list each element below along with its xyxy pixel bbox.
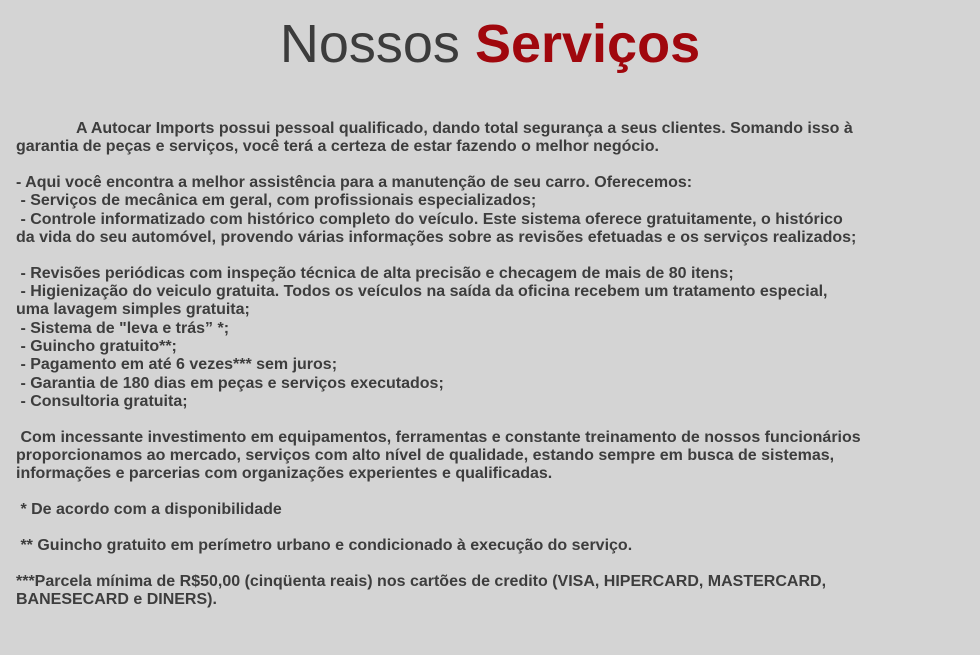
page-title <box>0 10 980 78</box>
footnote-line: ***Parcela mínima de R$50,00 (cinqüenta reais) nos cartões de credito (VISA, HIPERCARD, MASTERCARD, <box>16 572 827 590</box>
footnote-line: BANESECARD e DINERS). <box>16 590 217 608</box>
intro-line: garantia de peças e serviços, você terá a certeza de estar fazendo o melhor negócio. <box>16 138 659 156</box>
spacer <box>16 411 972 429</box>
services-line: - Pagamento em até 6 vezes*** sem juros; <box>16 356 338 374</box>
services-line: - Revisões periódicas com inspeção técnica de alta precisão e checagem de mais de 80 itens; <box>16 264 734 282</box>
services-line: - Sistema de "leva e trás” *; <box>16 319 230 337</box>
services-line: - Higienização do veiculo gratuita. Todos os veículos na saída da oficina recebem um tratamento especial, <box>16 283 828 301</box>
closing-line: informações e parcerias com organizações experientes e qualificadas. <box>16 465 553 483</box>
footnote-installments <box>16 573 972 610</box>
services-line: - Aqui você encontra a melhor assistência para a manutenção de seu carro. Oferecemos: <box>16 174 693 192</box>
services-line: - Consultoria gratuita; <box>16 392 188 410</box>
footnote-availability: * De acordo com a disponibilidade <box>16 501 282 519</box>
page-title-part1: Nossos <box>279 14 475 74</box>
spacer <box>16 555 972 573</box>
page-title-part2: Serviços <box>474 14 701 74</box>
services-line: da vida do seu automóvel, provendo várias informações sobre as revisões efetuadas e os serviços realizados; <box>16 228 857 246</box>
services-line: - Serviços de mecânica em geral, com profissionais especializados; <box>16 192 537 210</box>
services-line: - Garantia de 180 dias em peças e serviços executados; <box>16 374 444 392</box>
spacer <box>16 247 972 265</box>
services-list-2 <box>16 265 972 411</box>
services-line: uma lavagem simples gratuita; <box>16 301 250 319</box>
services-list-1 <box>16 174 972 247</box>
intro-line: A Autocar Imports possui pessoal qualificado, dando total segurança a seus clientes. Somando isso à <box>76 120 853 137</box>
spacer <box>16 484 972 502</box>
closing-paragraph <box>16 429 972 484</box>
footnote-tow: ** Guincho gratuito em perímetro urbano e condicionado à execução do serviço. <box>16 536 633 554</box>
services-body <box>16 120 972 609</box>
intro-paragraph <box>16 120 972 157</box>
closing-line: Com incessante investimento em equipamentos, ferramentas e constante treinamento de nossos funcionários <box>16 428 861 446</box>
services-line: - Controle informatizado com histórico completo do veículo. Este sistema oferece gratuitamente, o histórico <box>16 210 843 228</box>
spacer <box>16 157 972 175</box>
closing-line: proporcionamos ao mercado, serviços com alto nível de qualidade, estando sempre em busca de sistemas, <box>16 446 835 464</box>
services-line: - Guincho gratuito**; <box>16 337 177 355</box>
spacer <box>16 519 972 537</box>
